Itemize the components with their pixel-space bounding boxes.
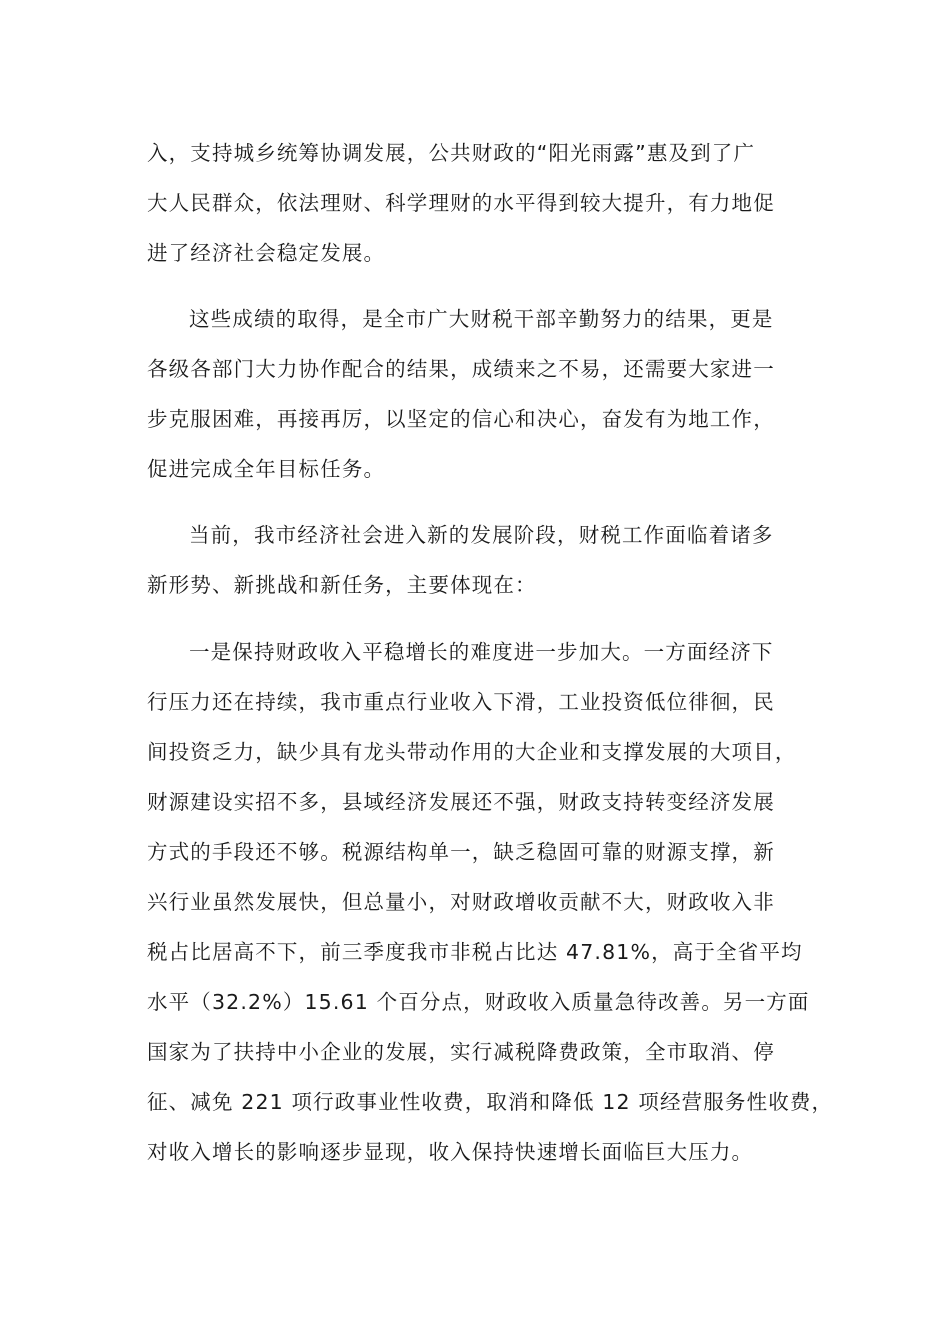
paragraph-3-line-1: 当前，我市经济社会进入新的发展阶段，财税工作面临着诸多: [189, 523, 774, 547]
paragraph-4-line-11: 对收入增长的影响逐步显现，收入保持快速增长面临巨大压力。: [147, 1140, 754, 1164]
paragraph-4-line-1: 一是保持财政收入平稳增长的难度进一步加大。一方面经济下: [189, 640, 774, 664]
paragraph-1-line-1: 入，支持城乡统筹协调发展，公共财政的“阳光雨露”惠及到了广: [147, 141, 756, 165]
paragraph-2-line-3: 步克服困难，再接再厉，以坚定的信心和决心，奋发有为地工作，: [147, 407, 775, 431]
paragraph-4-line-3: 间投资乏力，缺少具有龙头带动作用的大企业和支撑发展的大项目，: [147, 740, 797, 764]
paragraph-4-line-6: 兴行业虽然发展快，但总量小，对财政增收贡献不大，财政收入非: [147, 890, 775, 914]
paragraph-4-line-5: 方式的手段还不够。税源结构单一，缺乏稳固可靠的财源支撑，新: [147, 840, 775, 864]
paragraph-4-line-7: 税占比居高不下，前三季度我市非税占比达 47.81%，高于全省平均: [147, 940, 803, 964]
paragraph-4-line-10: 征、减免 221 项行政事业性收费，取消和降低 12 项经营服务性收费，: [147, 1090, 834, 1114]
paragraph-4-line-8: 水平（32.2%）15.61 个百分点，财政收入质量急待改善。另一方面: [147, 990, 810, 1014]
paragraph-1-line-3: 进了经济社会稳定发展。: [147, 241, 386, 265]
paragraph-3-line-2: 新形势、新挑战和新任务，主要体现在：: [147, 573, 537, 597]
paragraph-4-line-2: 行压力还在持续，我市重点行业收入下滑，工业投资低位徘徊，民: [147, 690, 775, 714]
paragraph-2-line-1: 这些成绩的取得，是全市广大财税干部辛勤努力的结果，更是: [189, 307, 774, 331]
paragraph-2-line-4: 促进完成全年目标任务。: [147, 457, 386, 481]
paragraph-2-line-2: 各级各部门大力协作配合的结果，成绩来之不易，还需要大家进一: [147, 357, 775, 381]
paragraph-4-line-9: 国家为了扶持中小企业的发展，实行减税降费政策，全市取消、停: [147, 1040, 775, 1064]
paragraph-1-line-2: 大人民群众，依法理财、科学理财的水平得到较大提升，有力地促: [147, 191, 775, 215]
paragraph-4-line-4: 财源建设实招不多，县域经济发展还不强，财政支持转变经济发展: [147, 790, 775, 814]
